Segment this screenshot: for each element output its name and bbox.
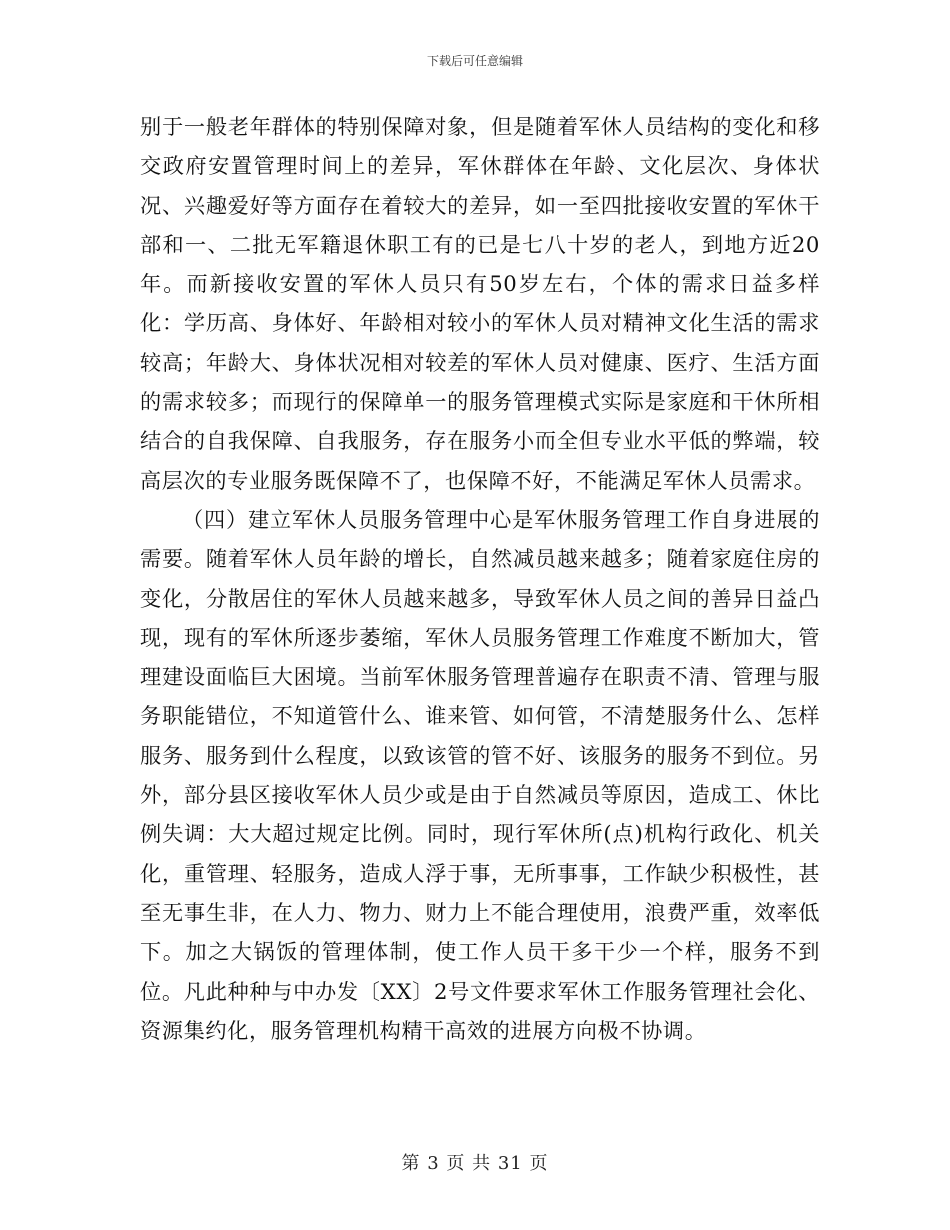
page-footer xyxy=(0,1152,950,1176)
page-number: 第 3 页 共 31 页 xyxy=(401,1153,549,1174)
header-note: 下载后可任意编辑 xyxy=(426,54,523,68)
document-body xyxy=(140,107,820,1050)
page-header xyxy=(0,53,950,69)
paragraph-2: （四）建立军休人员服务管理中心是军休服务管理工作自身进展的需要。随着军休人员年龄的增长，自然减员越来越多；随着家庭住房的变化，分散居住的军休人员越来越多，导致军休人员之间的善异日益凸现，现有的军休所逐步萎缩，军休人员服务管理工作难度不断加大，管理建设面临巨大困境。当前军休服务管理普遍存在职责不清、管理与服务职能错位，不知道管什么、谁来管、如何管，不清楚服务什么、怎样服务、服务到什么程度，以致该管的管不好、该服务的服务不到位。另外，部分县区接收军休人员少或是由于自然减员等原因，造成工、休比例失调：大大超过规定比例。同时，现行军休所(点)机构行政化、机关化，重管理、轻服务，造成人浮于事，无所事事，工作缺少积极性，甚至无事生非，在人力、物力、财力上不能合理使用，浪费严重，效率低下。加之大锅饭的管理体制，使工作人员干多干少一个样，服务不到位。凡此种种与中办发〔XX〕2号文件要求军休工作服务管理社会化、资源集约化，服务管理机构精干高效的进展方向极不协调。 xyxy=(140,506,820,1043)
paragraph-1: 别于一般老年群体的特别保障对象，但是随着军休人员结构的变化和移交政府安置管理时间上的差异，军休群体在年龄、文化层次、身体状况、兴趣爱好等方面存在着较大的差异，如一至四批接收安置的军休干部和一、二批无军籍退休职工有的已是七八十岁的老人，到地方近20年。而新接收安置的军休人员只有50岁左右，个体的需求日益多样化：学历高、身体好、年龄相对较小的军休人员对精神文化生活的需求较高；年龄大、身体状况相对较差的军休人员对健康、医疗、生活方面的需求较多；而现行的保障单一的服务管理模式实际是家庭和干休所相结合的自我保障、自我服务，存在服务小而全但专业水平低的弊端，较高层次的专业服务既保障不了，也保障不好，不能满足军休人员需求。 xyxy=(140,114,820,493)
